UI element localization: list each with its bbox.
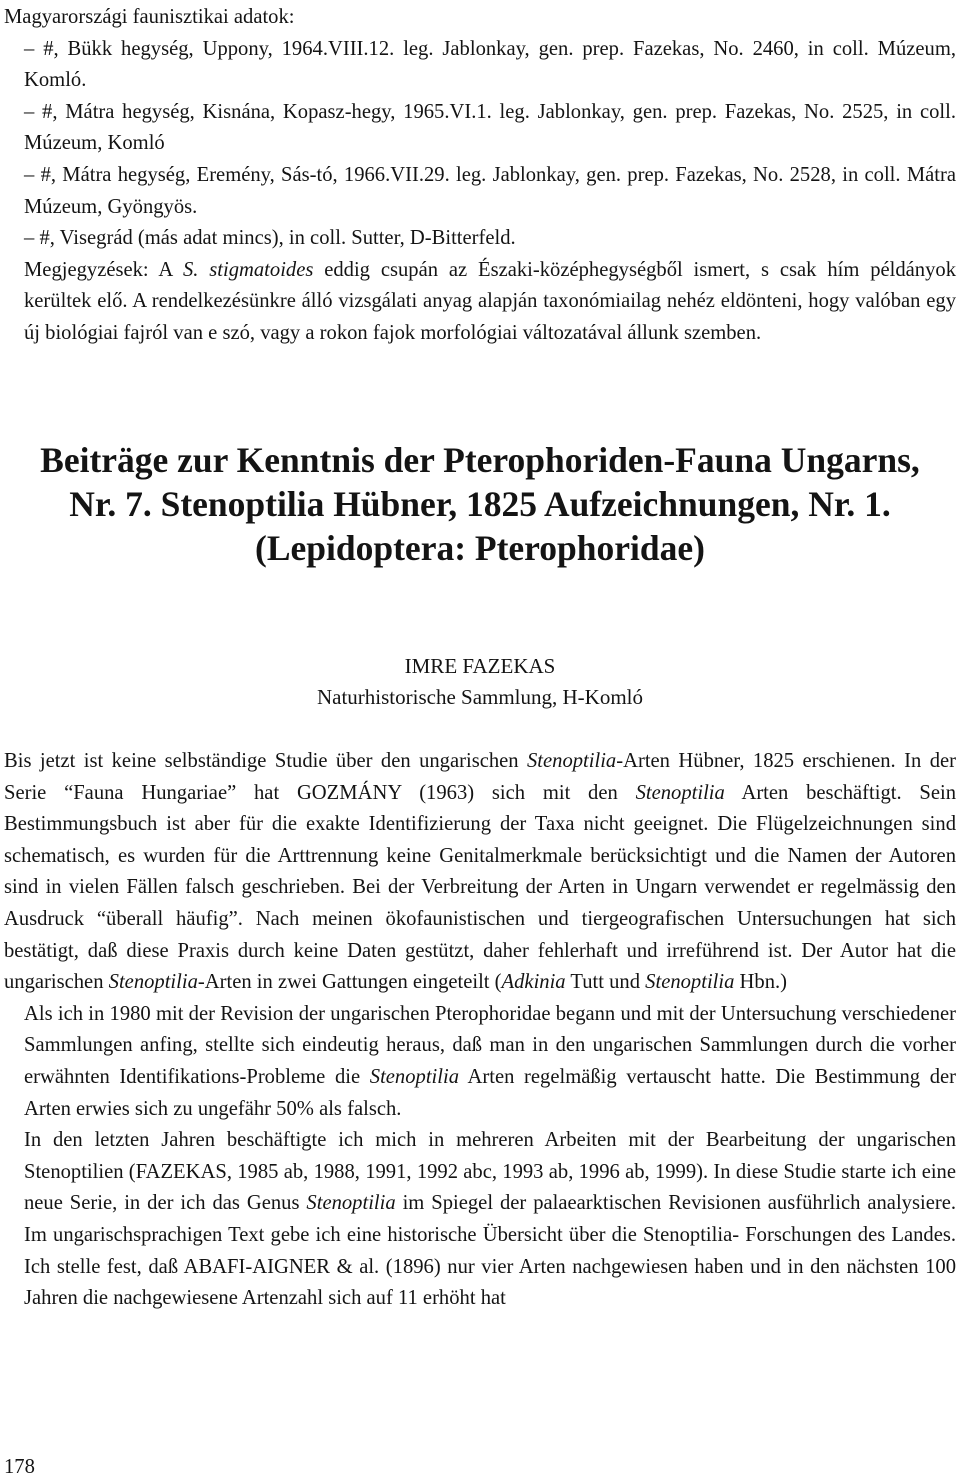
species-name: S. stigmatoides — [182, 258, 314, 281]
title-line: (Lepidoptera: Pterophoridae) — [255, 528, 705, 568]
genus-name: Stenoptilia — [527, 750, 617, 772]
genus-name: Stenoptilia — [645, 971, 735, 994]
author-block — [0, 651, 960, 713]
page-number: 178 — [4, 1456, 35, 1478]
record-item: – #, Visegrád (más adat mincs), in coll. Sutter, D-Bitterfeld. — [24, 227, 516, 250]
record-item: – #, Mátra hegység, Kisnána, Kopasz-hegy, 1965.VI.1. leg. Jablonkay, gen. prep. Fazekas, No. 2525, in coll. Múzeum, Komló — [24, 100, 956, 155]
genus-name: Adkinia — [501, 971, 566, 994]
author-affiliation: Naturhistorische Sammlung, H-Komló — [316, 685, 644, 709]
record-item: – #, Bükk hegység, Uppony, 1964.VIII.12. leg. Jablonkay, gen. prep. Fazekas, No. 2460, in coll. Múzeum, Komló. — [24, 37, 956, 92]
genus-name: Stenoptilia — [306, 1192, 396, 1215]
faunistic-records-section — [4, 2, 956, 350]
body-paragraph-2: Als ich in 1980 mit der Revision der ungarischen Pterophoridae begann und mit der Untersuchung verschiedener Sammlungen anfing, stellte sich eindeutig heraus, daß man in den ungarischen Sammlungen durch die vorher erwähnten Identifikations-Probleme die Stenoptilia Arten regelmäßig vertauscht hatte. Die Bestimmung der Arten erwies sich zu ungefähr 50% als falsch. — [24, 1002, 956, 1120]
record-item: – #, Mátra hegység, Eremény, Sás-tó, 1966.VII.29. leg. Jablonkay, gen. prep. Fazekas, No. 2528, in coll. Mátra Múzeum, Gyöngyös. — [24, 163, 956, 218]
title-line: Beiträge zur Kenntnis der Pterophoriden-Fauna Ungarns, — [40, 440, 920, 480]
body-paragraph-1: Bis jetzt ist keine selbständige Studie über den ungarischen Stenoptilia-Arten Hübner, 1825 erschienen. In der Serie “Fauna Hungariae” hat GOZMÁNY (1963) sich mit den Stenoptilia Arten beschäftigt. Sein Bestimmungsbuch ist aber für die exakte Identifizierung der Taxa nicht geeignet. Die Flügelzeichnungen sind schematisch, es wurden für die Arttrennung keine Genitalmerkmale berücksichtigt und die Namen der Autoren sind in vielen Fällen falsch geschrieben. Bei der Verbreitung der Arten in Ungarn verwendet er regelmässig den Ausdruck “überall häufig”. Nach meinen ökofaunistischen und tiergeografischen Untersuchungen hat sich bestätigt, daß diese Praxis durch keine Daten gestützt, daher fehlerhaft und irreführend ist. Der Autor hat die ungarischen Stenoptilia-Arten in zwei Gattungen eingeteilt (Adkinia Tutt und Stenoptilia Hbn.) — [4, 750, 956, 994]
genus-name: Stenoptilia — [635, 781, 725, 804]
faunistic-heading: Magyarországi faunisztikai adatok: — [4, 6, 295, 28]
article-body — [4, 746, 956, 1315]
genus-name: Stenoptilia — [108, 971, 198, 994]
notes-paragraph: Megjegyzések: A S. stigmatoides eddig csupán az Északi-középhegységből ismert, s csak hím példányok kerültek elő. A rendelkezésünkre álló vizsgálati anyag alapján taxonómiailag nehéz eldönteni, hogy valóban egy új biológiai fajról van e szó, vagy a rokon fajok morfológiai változatával állunk szemben. — [24, 258, 956, 344]
genus-name: Stenoptilia — [369, 1065, 459, 1088]
body-paragraph-3: In den letzten Jahren beschäftigte ich mich in mehreren Arbeiten mit der Bearbeitung der ungarischen Stenoptilien (FAZEKAS, 1985 ab, 1988, 1991, 1992 abc, 1993 ab, 1996 ab, 1999). In diese Studie starte ich eine neue Serie, in der ich das Genus Stenoptilia im Spiegel der palaearktischen Revisionen ausführlich analysiere. Im ungarischsprachigen Text gebe ich eine historische Übersicht über die Stenoptilia- Forschungen des Landes. Ich stelle fest, daß ABAFI-AIGNER & al. (1896) nur vier Arten nachgewiesen haben und in den nächsten 100 Jahren die nachgewiesene Artenzahl sich auf 11 erhöht hat — [24, 1129, 956, 1310]
title-line: Nr. 7. Stenoptilia Hübner, 1825 Aufzeichnungen, Nr. 1. — [69, 484, 891, 524]
author-name: IMRE FAZEKAS — [404, 654, 556, 678]
article-title — [0, 438, 960, 570]
